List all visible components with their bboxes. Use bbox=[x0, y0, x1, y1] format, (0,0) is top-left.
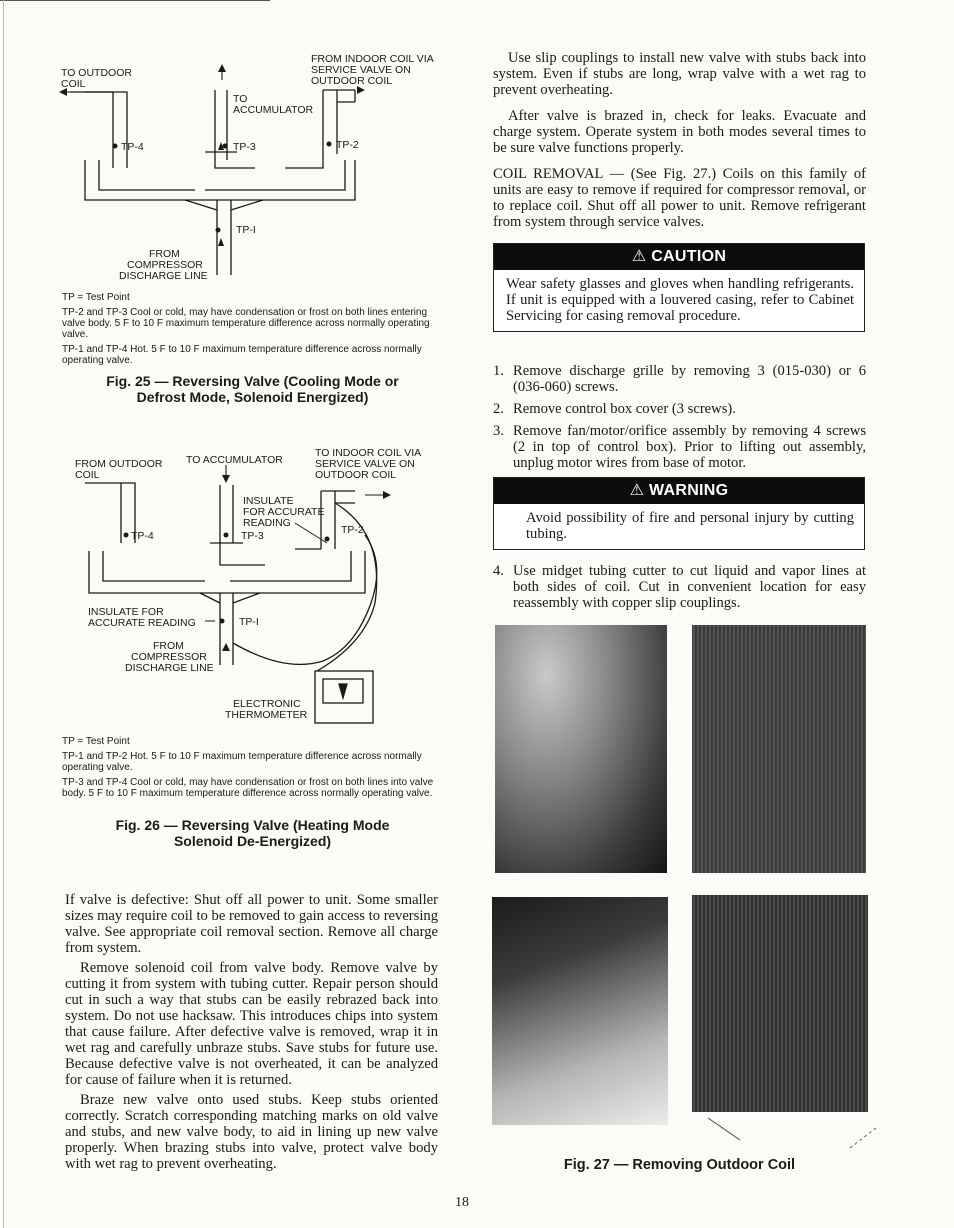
fig27-caption: Fig. 27 — Removing Outdoor Coil bbox=[563, 1157, 796, 1173]
fig26-arrow-right-icon bbox=[383, 491, 391, 499]
fig26-caption-line: Fig. 26 — Reversing Valve (Heating Mode bbox=[115, 817, 390, 833]
page-number: 18 bbox=[455, 1195, 469, 1210]
fig27-photo-2 bbox=[692, 625, 866, 873]
fig25-tp4-dot bbox=[113, 144, 118, 149]
fig26-label: TO ACCUMULATOR bbox=[186, 454, 283, 466]
fig25-arrow-up-icon bbox=[218, 64, 226, 72]
paragraph: COIL REMOVAL — (See Fig. 27.) Coils on this family of units are easy to remove if required for compressor removal, or to replace coil. Shut off all power to unit. Remove refrigerant from system through service valves. bbox=[493, 166, 866, 230]
fig26-tube-tp1 bbox=[220, 593, 233, 665]
fig26-caption-line: Solenoid De-Energized) bbox=[173, 833, 332, 849]
warning-text: Avoid possibility of fire and personal injury by cutting tubing. bbox=[526, 510, 854, 542]
fig26-label: TO INDOOR COIL VIA bbox=[315, 447, 422, 459]
fig25-label: TP-4 bbox=[121, 141, 144, 153]
fig25-caption bbox=[55, 373, 450, 405]
fig25-valve-body bbox=[85, 160, 355, 200]
fig26-label: INSULATE FOR bbox=[88, 606, 164, 618]
fig26-label: COIL bbox=[75, 469, 100, 481]
steps-list-a bbox=[493, 363, 866, 477]
fig26-label: DISCHARGE LINE bbox=[125, 662, 214, 674]
fig26-label: OUTDOOR COIL bbox=[315, 469, 397, 481]
fig26-label: COMPRESSOR bbox=[131, 651, 207, 663]
fig26-label: FROM bbox=[153, 640, 184, 652]
list-item: 3. Remove fan/motor/orifice assembly by removing 4 screws (2 in top of control box). Prior to lifting out assembly, unplug motor wires from base of motor. bbox=[493, 423, 866, 471]
fig27-pointer-lines bbox=[700, 1112, 880, 1162]
fig25-tube-tp1 bbox=[217, 200, 231, 275]
fig25-note: TP = Test Point bbox=[62, 292, 130, 303]
fig26-label: SERVICE VALVE ON bbox=[315, 458, 415, 470]
fig25-label: OUTDOOR COIL bbox=[311, 75, 393, 87]
paragraph: If valve is defective: Shut off all power to unit. Some smaller sizes may require coil to be removed to gain access to reversing valve. See appropriate coil removal section. Remove all charge from system. bbox=[65, 892, 438, 956]
fig25-label: COIL bbox=[61, 78, 86, 90]
paragraph: Remove solenoid coil from valve body. Remove valve by cutting it from system with tubing cutter. Repair person should cut in such a way that stubs can be easily rebrazed back into system. Do not use hacksaw. This introduces chips into system that cause failure. After defective valve is removed, wrap it in wet rag and carefully unbraze stubs. Save stubs for future use. Because defective valve is not overheated, it can be analyzed for cause of failure when it is returned. bbox=[65, 960, 438, 1088]
fig25-note: TP-1 and TP-4 Hot. 5 F to 10 F maximum temperature difference across normally operating valve. bbox=[62, 344, 422, 366]
caution-title: ⚠ CAUTION bbox=[494, 244, 864, 270]
fig25-notes bbox=[62, 292, 438, 370]
fig26-label: FOR ACCURATE bbox=[243, 506, 325, 518]
list-item: 4. Use midget tubing cutter to cut liquid and vapor lines at both sides of coil. Cut in convenient location for easy reassembly with copper slip couplings. bbox=[493, 563, 866, 611]
list-item: 2. Remove control box cover (3 screws). bbox=[493, 401, 736, 417]
paragraph: Braze new valve onto used stubs. Keep stubs oriented correctly. Scratch corresponding matching marks on old valve and stubs, and new valve body, to aid in lining up new valve properly. When brazing stubs into valve, protect valve body with wet rag to prevent overheating. bbox=[65, 1092, 438, 1172]
warning-box bbox=[493, 477, 865, 550]
fig25-label: TO bbox=[233, 93, 248, 105]
fig25-label: TO OUTDOOR bbox=[61, 67, 132, 79]
fig25-label: COMPRESSOR bbox=[127, 259, 203, 271]
fig26-label: INSULATE bbox=[243, 495, 294, 507]
fig26-label: TP-2 bbox=[341, 524, 364, 536]
paragraph: Use slip couplings to install new valve with stubs back into system. Even if stubs are long, wrap valve with a wet rag to prevent overheating. bbox=[493, 50, 866, 98]
fig26-label: TP-4 bbox=[131, 530, 154, 542]
fig25-label: FROM INDOOR COIL VIA bbox=[311, 53, 434, 65]
fig25-caption-line: Fig. 25 — Reversing Valve (Cooling Mode or bbox=[106, 373, 399, 389]
fig27-photo-4 bbox=[692, 895, 868, 1112]
steps-list-b bbox=[493, 563, 866, 617]
fig26-label: FROM OUTDOOR bbox=[75, 458, 163, 470]
fig26-note: TP-1 and TP-2 Hot. 5 F to 10 F maximum temperature difference across normally operating valve. bbox=[62, 751, 422, 773]
fig25-label: DISCHARGE LINE bbox=[119, 270, 208, 282]
list-item: 1. Remove discharge grille by removing 3 (015-030) or 6 (036-060) screws. bbox=[493, 363, 866, 395]
left-body bbox=[65, 892, 438, 1182]
fig26-label: TP-3 bbox=[241, 530, 264, 542]
fig26-tp4-dot bbox=[124, 533, 129, 538]
fig26-notes bbox=[62, 736, 438, 803]
caution-box bbox=[493, 243, 865, 332]
fig26-label: ELECTRONIC bbox=[233, 698, 301, 710]
fig25-tp2-dot bbox=[327, 142, 332, 147]
fig26-note: TP = Test Point bbox=[62, 736, 130, 747]
fig26-note: TP-3 and TP-4 Cool or cold, may have condensation or frost on both lines into valve body. 5 F to 10 F maximum temperature difference across normally operating valve. bbox=[62, 777, 434, 799]
fig25-label: ACCUMULATOR bbox=[233, 104, 314, 116]
fig25-label: TP-I bbox=[236, 224, 256, 236]
top-rule bbox=[0, 0, 270, 1]
fig25-label: TP-3 bbox=[233, 141, 256, 153]
fig26-diagram bbox=[65, 443, 450, 733]
fig26-tp1-dot bbox=[220, 619, 225, 624]
right-body bbox=[493, 50, 866, 240]
fig25-arrow-right-icon bbox=[357, 86, 365, 94]
fig25-tp1-dot bbox=[216, 228, 221, 233]
fig25-label: TP-2 bbox=[336, 139, 359, 151]
fig26-tp3-dot bbox=[224, 533, 229, 538]
fig27-photo-3 bbox=[492, 897, 668, 1125]
warning-title: ⚠ WARNING bbox=[494, 478, 864, 504]
fig26-label: READING bbox=[243, 517, 291, 529]
fig26-valve-body bbox=[89, 551, 365, 593]
paragraph: After valve is brazed in, check for leaks. Evacuate and charge system. Operate system in both modes several times to be sure valve functions properly. bbox=[493, 108, 866, 156]
fig25-label: SERVICE VALVE ON bbox=[311, 64, 411, 76]
fig27-photo-1 bbox=[495, 625, 667, 873]
fig25-tp3-dot bbox=[223, 144, 228, 149]
left-margin-rule bbox=[3, 0, 4, 1228]
fig26-arrow-down-icon bbox=[222, 475, 230, 483]
fig26-label: TP-I bbox=[239, 616, 259, 628]
fig25-caption-line: Defrost Mode, Solenoid Energized) bbox=[136, 389, 369, 405]
fig26-probe-lead bbox=[233, 535, 377, 664]
fig25-note: TP-2 and TP-3 Cool or cold, may have condensation or frost on both lines entering valve body. 5 F to 10 F maximum temperature difference across normally operating valve. bbox=[62, 307, 430, 340]
fig25-label: FROM bbox=[149, 248, 180, 260]
fig26-caption bbox=[55, 817, 450, 849]
fig25-diagram bbox=[55, 50, 450, 290]
fig26-tp2-dot bbox=[325, 537, 330, 542]
fig26-label: ACCURATE READING bbox=[88, 617, 196, 629]
fig26-label: THERMOMETER bbox=[225, 709, 308, 721]
caution-text: Wear safety glasses and gloves when handling refrigerants. If unit is equipped with a louvered casing, refer to Cabinet Servicing for casing removal procedure. bbox=[506, 276, 854, 324]
